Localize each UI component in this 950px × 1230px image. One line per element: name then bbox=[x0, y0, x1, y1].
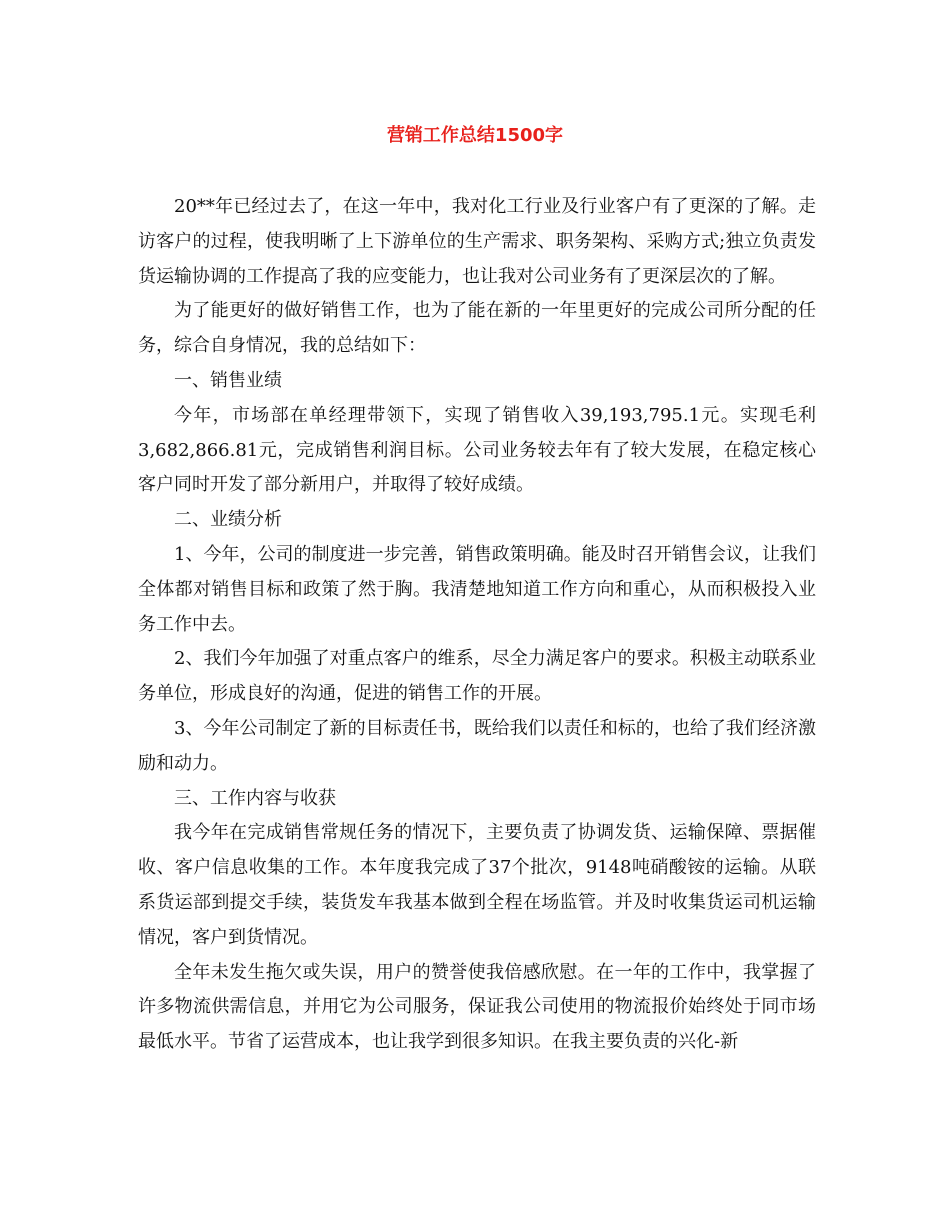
section-heading-performance-analysis: 二、业绩分析 bbox=[174, 509, 282, 531]
document-title: 营销工作总结1500字 bbox=[386, 125, 564, 146]
document-body bbox=[138, 190, 816, 1060]
paragraph-work-gains: 全年未发生拖欠或失误，用户的赞誉使我倍感欣慰。在一年的工作中，我掌握了许多物流供需信息，并用它为公司服务，保证我公司使用的物流报价始终处于同市场最低水平。节省了运营成本，也让我学到很多知识。在我主要负责的兴化-新 bbox=[138, 961, 816, 1053]
paragraph-intro: 20**年已经过去了，在这一年中，我对化工行业及行业客户有了更深的了解。走访客户的过程，使我明晰了上下游单位的生产需求、职务架构、采购方式;独立负责发货运输协调的工作提高了我的应变能力，也让我对公司业务有了更深层次的了解。 bbox=[138, 196, 816, 287]
section-heading-sales-performance: 一、销售业绩 bbox=[174, 369, 282, 391]
paragraph-work-content: 我今年在完成销售常规任务的情况下，主要负责了协调发货、运输保障、票据催收、客户信息收集的工作。本年度我完成了37个批次，9148吨硝酸铵的运输。从联系货运部到提交手续，装货发车我基本做到全程在场监管。并及时收集货运司机运输情况，客户到货情况。 bbox=[138, 822, 816, 948]
paragraph-summary-lead: 为了能更好的做好销售工作，也为了能在新的一年里更好的完成公司所分配的任务，综合自身情况，我的总结如下： bbox=[138, 300, 816, 357]
section-heading-work-and-gains: 三、工作内容与收获 bbox=[174, 787, 336, 809]
paragraph-analysis-2: 2、我们今年加强了对重点客户的维系，尽全力满足客户的要求。积极主动联系业务单位，形成良好的沟通，促进的销售工作的开展。 bbox=[138, 648, 816, 705]
paragraph-sales-performance: 今年，市场部在单经理带领下，实现了销售收入39,193,795.1元。实现毛利3,682,866.81元，完成销售利润目标。公司业务较去年有了较大发展，在稳定核心客户同时开发了部分新用户，并取得了较好成绩。 bbox=[138, 404, 816, 496]
paragraph-analysis-1: 1、今年，公司的制度进一步完善，销售政策明确。能及时召开销售会议，让我们全体都对销售目标和政策了然于胸。我清楚地知道工作方向和重心，从而积极投入业务工作中去。 bbox=[138, 543, 816, 635]
paragraph-analysis-3: 3、今年公司制定了新的目标责任书，既给我们以责任和标的，也给了我们经济激励和动力。 bbox=[138, 717, 816, 774]
